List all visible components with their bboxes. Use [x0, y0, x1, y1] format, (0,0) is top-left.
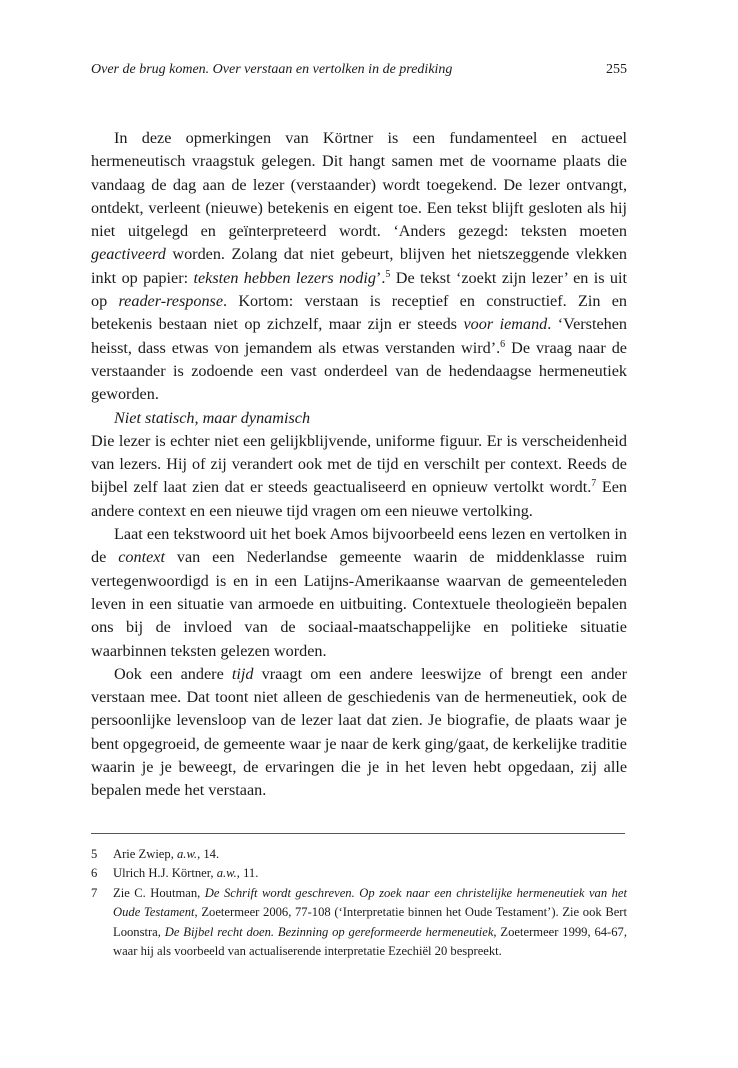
emphasis: reader-response — [118, 292, 224, 311]
text-run: , Zoetermeer 1999, 64-67, waar hij als voorbeeld van actualiserende interpretatie Ezechiël 20 bespreekt. — [113, 924, 627, 959]
text-run: Arie Zwiep, — [113, 847, 177, 861]
footnotes — [91, 845, 627, 961]
paragraph-3 — [91, 523, 627, 663]
emphasis: teksten hebben lezers nodig — [193, 268, 376, 287]
text-run: Ulrich H.J. Körtner, — [113, 866, 217, 881]
footnote-6 — [91, 864, 627, 883]
text-run: De vraag naar de verstaander is zodoende een vast onderdeel van de hedendaagse hermeneutiek geworden. — [91, 338, 627, 404]
footnote-ref[interactable]: 6 — [500, 338, 506, 350]
footnote-7 — [91, 884, 627, 962]
text-run: , Zoetermeer 2006, 77-108 (‘Interpretatie binnen het Oude Testament’). Zie ook Bert Loonstra, — [113, 905, 627, 939]
page-number: 255 — [606, 62, 627, 77]
footnote-text — [113, 864, 627, 883]
footnote-number: 7 — [91, 885, 98, 900]
text-run: Laat een tekstwoord uit het boek Amos bijvoorbeeld eens lezen en vertolken in de — [91, 525, 627, 567]
emphasis: De Bijbel recht doen. Bezinning op gereformeerde hermeneutiek — [164, 924, 494, 939]
footnote-number: 6 — [91, 866, 98, 881]
running-title: Over de brug komen. Over verstaan en vertolken in de prediking — [91, 62, 453, 77]
text-run: In deze opmerkingen van Körtner is een fundamenteel en actueel hermeneutisch vraagstuk gelegen. Dit hangt samen met de voorname plaats die vandaag de dag aan de lezer (verstaander) wordt toegekend. De lezer ontvangt, ontdekt, verleent (nieuwe) betekenis en eigent toe. Een tekst blijft gesloten als hij niet uitgelegd en geïnterpreteerd wordt. ‘Anders gezegd: teksten moeten — [91, 129, 627, 241]
footnote-ref[interactable]: 5 — [385, 268, 391, 280]
emphasis: tijd — [231, 664, 254, 683]
section-subheading: Niet statisch, maar dynamisch — [114, 408, 311, 427]
text-run: , 11. — [236, 866, 259, 881]
paragraph-1 — [91, 127, 627, 407]
footnote-text — [113, 845, 627, 864]
emphasis: De Schrift wordt geschreven. Op zoek naar een christelijke hermeneutiek van het Oude Testament — [113, 885, 627, 920]
emphasis: geactiveerd — [91, 245, 166, 264]
text-run: Ook een andere — [114, 664, 232, 683]
main-text — [91, 127, 627, 803]
emphasis: voor iemand — [463, 315, 548, 334]
emphasis: a.w. — [177, 847, 198, 861]
emphasis: context — [118, 548, 165, 567]
text-run: Zie C. Houtman, — [113, 885, 205, 900]
text-run: De tekst ‘zoekt zijn lezer’ en is uit op — [91, 268, 628, 311]
text-run: worden. Zolang dat niet gebeurt, blijven het nietszeggende vlekken inkt op papier: — [91, 245, 627, 287]
footnote-ref[interactable]: 7 — [591, 478, 597, 490]
footnote-text — [113, 884, 627, 962]
footnote-separator — [91, 833, 625, 834]
text-run: . Kortom: verstaan is receptief en constructief. Zin en betekenis bestaan niet op zichzelf, maar zijn er steeds — [91, 292, 627, 334]
emphasis: a.w. — [216, 866, 237, 881]
running-header — [91, 62, 627, 84]
text-run: , 14. — [197, 847, 220, 861]
footnote-5 — [91, 845, 627, 864]
text-run: Die lezer is echter niet een gelijkblijvende, uniforme figuur. Er is verscheidenheid van lezers. Hij of zij verandert ook met de tijd en verschilt per context. Reeds de bijbel zelf laat zien dat er steeds geactualiseerd en opnieuw vertolkt wordt. — [91, 431, 627, 497]
text-run: van een Nederlandse gemeente waarin de middenklasse ruim vertegenwoordigd is en in een Latijns-Amerikaanse waarvan de gemeenteleden leven in een situatie van armoede en uitbuiting. Contextuele theologieën bepalen ons bij de invloed van de sociaal-maatschappelijke en politieke situatie waarbinnen teksten gelezen worden. — [91, 548, 628, 660]
paragraph-4 — [91, 663, 627, 803]
paragraph-2 — [91, 430, 627, 523]
footnote-number: 5 — [91, 847, 98, 861]
text-run: vraagt om een andere leeswijze of brengt een ander verstaan mee. Dat toont niet alleen de geschiedenis van de hermeneutiek, ook de persoonlijke levensloop van de lezer laat dat zien. Je biografie, de plaats waar je bent opgegroeid, de gemeente waar je naar de kerk ging/gaat, de kerkelijke traditie waarin je je beweegt, de ervaringen die je in het leven hebt opgedaan, zij alle bepalen mede het verstaan. — [91, 664, 627, 800]
text-run: Een andere context en een nieuwe tijd vragen om een nieuwe vertolking. — [91, 478, 627, 520]
text-run: ’. — [375, 268, 386, 287]
text-run: . ‘Verstehen heisst, dass etwas von jemandem als etwas verstanden wird’. — [91, 315, 628, 357]
